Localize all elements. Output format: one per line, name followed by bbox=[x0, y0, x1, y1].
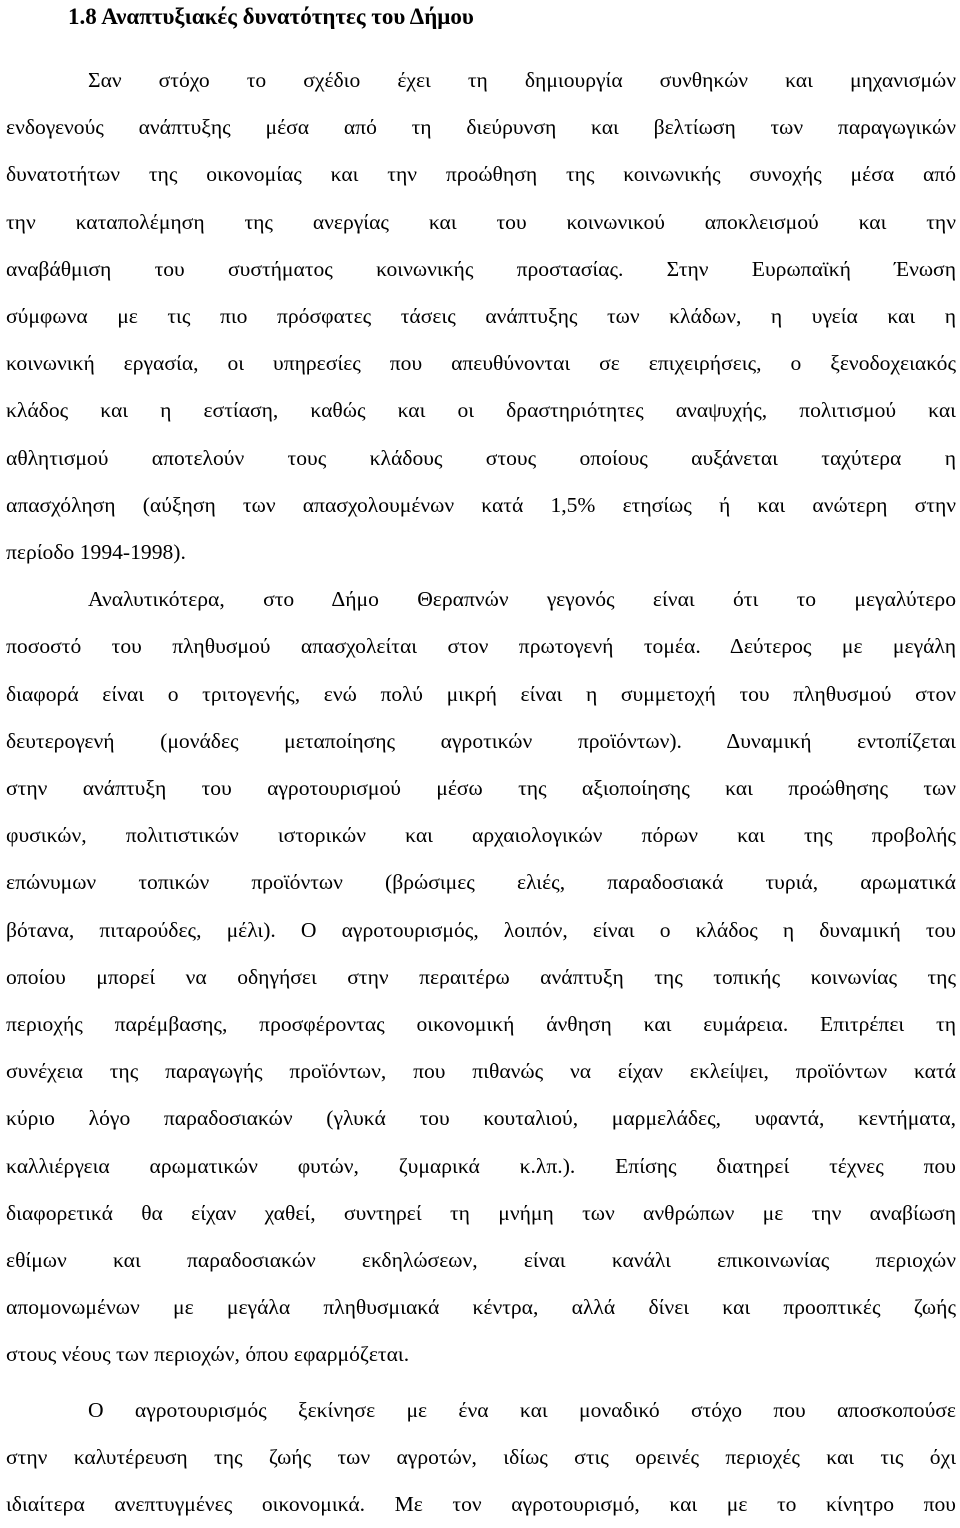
text-line: σύμφωνα με τις πιο πρόσφατες τάσεις ανάπτυξης των κλάδων, η υγεία και η bbox=[6, 304, 956, 329]
paragraph-1 bbox=[6, 57, 956, 576]
text-line: οποίου μπορεί να οδηγήσει στην περαιτέρω ανάπτυξη της τοπικής κοινωνίας της bbox=[6, 964, 956, 989]
text-line: στην ανάπτυξη του αγροτουρισμού μέσω της αξιοποίησης και προώθησης των bbox=[6, 776, 956, 801]
paragraph-2 bbox=[6, 576, 956, 1378]
text-line: δυνατοτήτων της οικονομίας και την προώθηση της κοινωνικής συνοχής μέσα από bbox=[6, 162, 956, 187]
text-line: βότανα, πιταρούδες, μέλι). Ο αγροτουρισμός, λοιπόν, είναι ο κλάδος η δυναμική του bbox=[6, 917, 956, 942]
text-line: φυσικών, πολιτιστικών ιστορικών και αρχαιολογικών πόρων και της προβολής bbox=[6, 823, 956, 848]
text-line: κοινωνική εργασία, οι υπηρεσίες που απευθύνονται σε επιχειρήσεις, ο ξενοδοχειακός bbox=[6, 351, 956, 376]
text-line: αθλητισμού αποτελούν τους κλάδους στους οποίους αυξάνεται ταχύτερα η bbox=[6, 445, 956, 470]
text-line: στην καλυτέρευση της ζωής των αγροτών, ιδίως στις ορεινές περιοχές και τις όχι bbox=[6, 1444, 956, 1469]
text-line: περιοχής παρέμβασης, προσφέροντας οικονομική άνθηση και ευμάρεια. Επιτρέπει τη bbox=[6, 1012, 956, 1037]
text-line: κύριο λόγο παραδοσιακών (γλυκά του κουταλιού, μαρμελάδες, υφαντά, κεντήματα, bbox=[6, 1106, 956, 1131]
text-line: ποσοστό του πληθυσμού απασχολείται στον πρωτογενή τομέα. Δεύτερος με μεγάλη bbox=[6, 634, 956, 659]
text-line: ιδιαίτερα ανεπτυγμένες οικονομικά. Με τον αγροτουρισμό, και με το κίνητρο που bbox=[6, 1492, 956, 1517]
text-line: εθίμων και παραδοσιακών εκδηλώσεων, είναι κανάλι επικοινωνίας περιοχών bbox=[6, 1248, 956, 1273]
text-line: Αναλυτικότερα, στο Δήμο Θεραπνών γεγονός είναι ότι το μεγαλύτερο bbox=[88, 587, 956, 612]
text-line: διαφορετικά θα είχαν χαθεί, συντηρεί τη μνήμη των ανθρώπων με την αναβίωση bbox=[6, 1200, 956, 1225]
text-line: συνέχεια της παραγωγής προϊόντων, που πιθανώς να είχαν εκλείψει, προϊόντων κατά bbox=[6, 1059, 956, 1084]
text-line: την καταπολέμηση της ανεργίας και του κοινωνικού αποκλεισμού και την bbox=[6, 209, 956, 234]
text-line: στους νέους των περιοχών, όπου εφαρμόζεται. bbox=[6, 1342, 410, 1367]
text-line: ενδογενούς ανάπτυξης μέσα από τη διεύρυνση και βελτίωση των παραγωγικών bbox=[6, 115, 956, 140]
text-line: αναβάθμιση του συστήματος κοινωνικής προστασίας. Στην Ευρωπαϊκή Ένωση bbox=[6, 256, 956, 281]
text-line: απομονωμένων με μεγάλα πληθυσμιακά κέντρα, αλλά δίνει και προοπτικές ζωής bbox=[6, 1295, 956, 1320]
text-line: απασχόληση (αύξηση των απασχολουμένων κατά 1,5% ετησίως ή και ανώτερη στην bbox=[6, 492, 956, 517]
paragraph-3 bbox=[6, 1387, 956, 1528]
text-line: επώνυμων τοπικών προϊόντων (βρώσιμες ελιές, παραδοσιακά τυριά, αρωματικά bbox=[6, 870, 956, 895]
text-line: διαφορά είναι ο τριτογενής, ενώ πολύ μικρή είναι η συμμετοχή του πληθυσμού στον bbox=[6, 681, 956, 706]
text-line: Σαν στόχο το σχέδιο έχει τη δημιουργία συνθηκών και μηχανισμών bbox=[88, 68, 956, 92]
text-line: περίοδο 1994-1998). bbox=[6, 540, 186, 565]
text-line: Ο αγροτουρισμός ξεκίνησε με ένα και μοναδικό στόχο που αποσκοπούσε bbox=[88, 1397, 956, 1422]
text-line: καλλιέργεια αρωματικών φυτών, ζυμαρικά κ.λπ.). Επίσης διατηρεί τέχνες που bbox=[6, 1153, 956, 1178]
section-heading: 1.8 Αναπτυξιακές δυνατότητες του Δήμου bbox=[68, 4, 474, 29]
text-line: δευτερογενή (μονάδες μεταποίησης αγροτικών προϊόντων). Δυναμική εντοπίζεται bbox=[6, 728, 956, 753]
text-line: κλάδος και η εστίαση, καθώς και οι δραστηριότητες αναψυχής, πολιτισμού και bbox=[6, 398, 956, 423]
